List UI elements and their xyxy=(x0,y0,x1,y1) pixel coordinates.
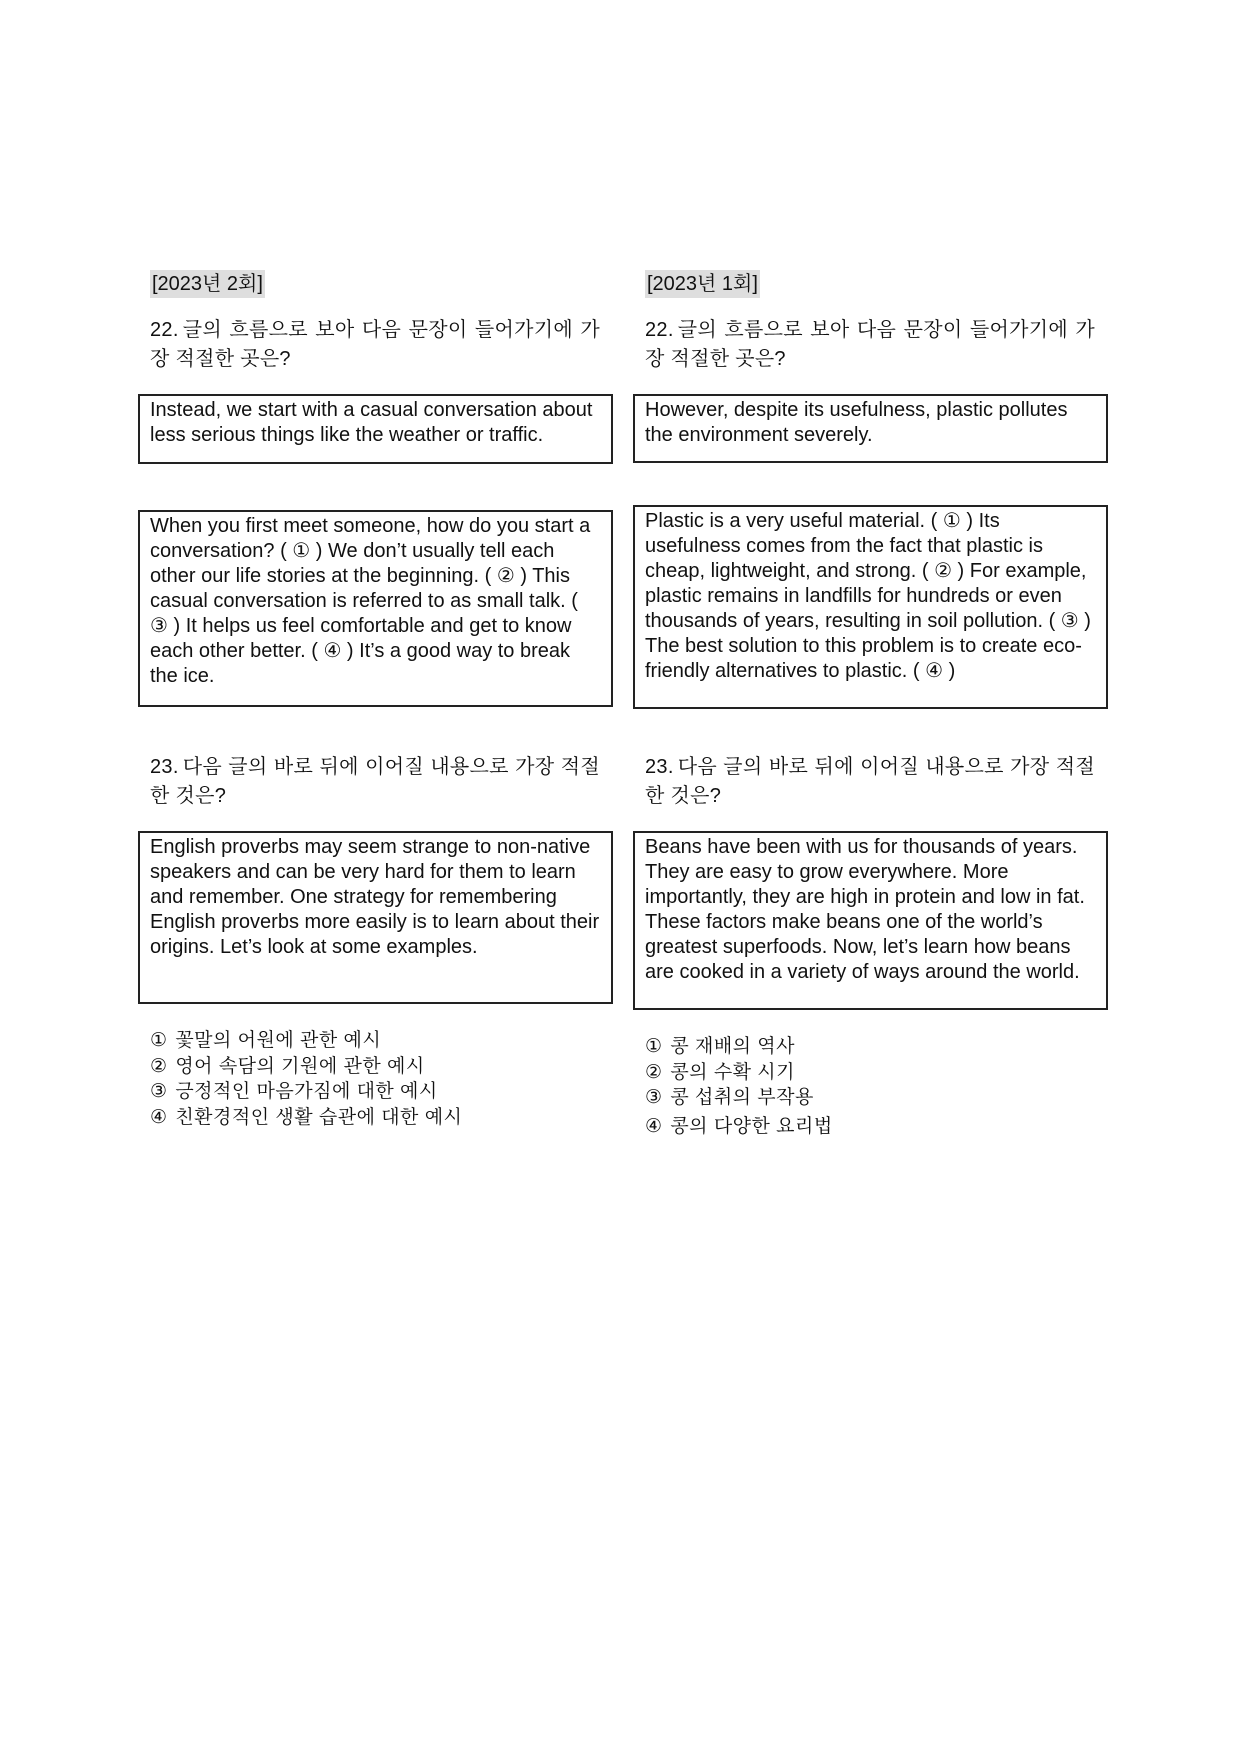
question-text: 다음 글의 바로 뒤에 이어질 내용으로 가장 적절한 것은? xyxy=(150,756,600,807)
option-text: 콩 재배의 역사 xyxy=(670,1036,796,1057)
question-22-prompt xyxy=(150,316,600,374)
question-text: 다음 글의 바로 뒤에 이어질 내용으로 가장 적절한 것은? xyxy=(645,756,1095,807)
option-4[interactable] xyxy=(645,1114,1108,1140)
question-number: 23. xyxy=(150,756,179,778)
passage-text: When you first meet someone, how do you start a conversation? ( ① ) We don’t usually tell each other our life stories at the beginning. ( ② ) This casual conversation is referred to as small talk. ( ③ ) It helps us feel comfortable and get to know each other better. ( ④ ) It’s a good way to break the ice. xyxy=(150,515,591,687)
given-sentence-box xyxy=(138,394,613,464)
option-mark: ④ xyxy=(645,1115,663,1137)
option-mark: ① xyxy=(150,1030,168,1051)
option-1[interactable] xyxy=(645,1034,1108,1060)
passage-text: English proverbs may seem strange to non-native speakers and can be very hard for them to learn and remember. One strategy for remembering English proverbs more easily is to learn about their origins. Let’s look at some examples. xyxy=(150,836,600,958)
question-22-prompt xyxy=(645,316,1095,374)
option-mark: ① xyxy=(645,1036,663,1057)
option-1[interactable] xyxy=(150,1028,613,1054)
option-4[interactable] xyxy=(150,1105,613,1131)
exam-tag: [2023년 2회] xyxy=(150,270,265,298)
passage-text: Plastic is a very useful material. ( ① ) Its usefulness comes from the fact that plastic is cheap, lightweight, and strong. ( ② ) For example, plastic remains in landfills for hundreds or even thousands of years, resulting in soil pollution. ( ③ ) The best solution to this problem is to create eco-friendly alternatives to plastic. ( ④ ) xyxy=(645,510,1091,682)
option-2[interactable] xyxy=(645,1060,1108,1086)
option-mark: ② xyxy=(645,1061,663,1083)
option-text: 긍정적인 마음가짐에 대한 예시 xyxy=(175,1081,438,1102)
question-23-prompt xyxy=(645,753,1095,811)
passage-text: Beans have been with us for thousands of years. They are easy to grow everywhere. More importantly, they are high in protein and low in fat. These factors make beans one of the world’s greatest superfoods. Now, let’s learn how beans are cooked in a variety of ways around the world. xyxy=(645,836,1085,983)
question-23-prompt xyxy=(150,753,600,811)
passage-box xyxy=(633,505,1108,709)
right-column xyxy=(633,270,1108,1139)
option-text: 콩 섭취의 부작용 xyxy=(670,1087,814,1108)
option-text: 친환경적인 생활 습관에 대한 예시 xyxy=(175,1106,463,1128)
option-3[interactable] xyxy=(150,1079,613,1105)
passage-box xyxy=(138,831,613,1004)
option-2[interactable] xyxy=(150,1054,613,1080)
question-number: 23. xyxy=(645,756,674,778)
exam-tag: [2023년 1회] xyxy=(645,270,760,298)
answer-options xyxy=(645,1034,1108,1139)
passage-box xyxy=(138,510,613,707)
question-text: 글의 흐름으로 보아 다음 문장이 들어가기에 가장 적절한 곳은? xyxy=(645,319,1095,370)
option-3[interactable] xyxy=(645,1085,1108,1111)
passage-box xyxy=(633,831,1108,1010)
option-text: 콩의 다양한 요리법 xyxy=(670,1115,833,1137)
answer-options xyxy=(150,1028,613,1130)
question-number: 22. xyxy=(645,319,674,341)
option-mark: ③ xyxy=(150,1081,168,1102)
option-mark: ② xyxy=(150,1055,168,1077)
left-column xyxy=(138,270,613,1130)
question-number: 22. xyxy=(150,319,179,341)
given-sentence: However, despite its usefulness, plastic pollutes the environment severely. xyxy=(645,399,1068,446)
option-mark: ③ xyxy=(645,1087,663,1108)
option-text: 콩의 수확 시기 xyxy=(670,1061,796,1083)
given-sentence: Instead, we start with a casual conversation about less serious things like the weather or traffic. xyxy=(150,399,593,446)
given-sentence-box xyxy=(633,394,1108,463)
option-text: 영어 속담의 기원에 관한 예시 xyxy=(175,1055,425,1077)
option-text: 꽃말의 어원에 관한 예시 xyxy=(175,1030,382,1051)
option-mark: ④ xyxy=(150,1106,168,1128)
question-text: 글의 흐름으로 보아 다음 문장이 들어가기에 가장 적절한 곳은? xyxy=(150,319,600,370)
